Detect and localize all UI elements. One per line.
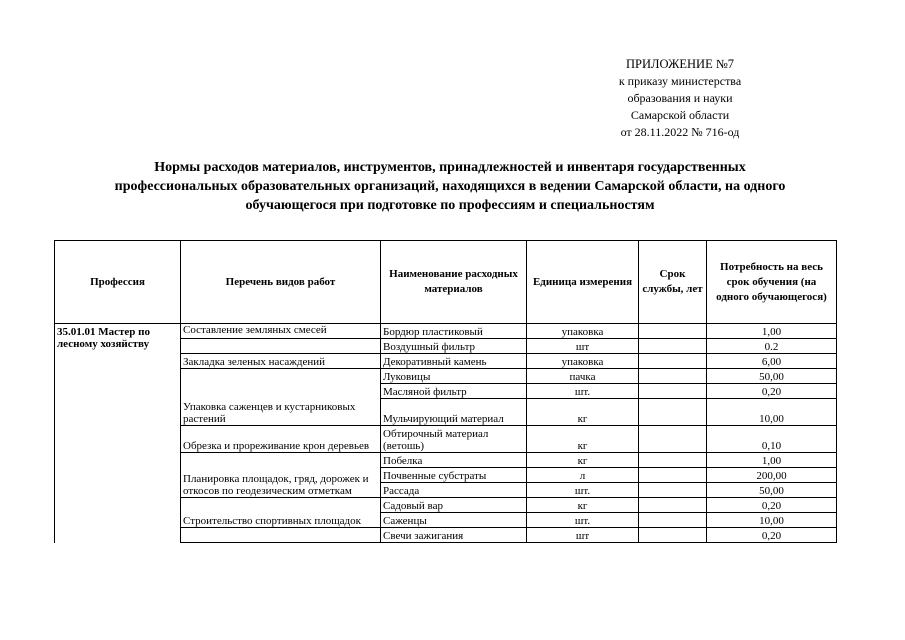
- work-cell-empty: [181, 528, 381, 543]
- unit-cell: кг: [527, 399, 639, 426]
- material-cell: Почвенные субстраты: [381, 468, 527, 483]
- term-cell: [639, 384, 707, 399]
- appendix-line-2: образования и науки: [627, 91, 733, 105]
- term-cell: [639, 498, 707, 513]
- work-cell: Планировка площадок, гряд, дорожек и откосов по геодезическим отметкам: [181, 453, 381, 498]
- appendix-line-1: к приказу министерства: [618, 74, 742, 88]
- material-cell: Мульчирующий материал: [381, 399, 527, 426]
- need-cell: 50,00: [707, 369, 837, 384]
- term-cell: [639, 468, 707, 483]
- unit-cell: кг: [527, 426, 639, 453]
- term-cell: [639, 453, 707, 468]
- table-header-row: [55, 241, 837, 324]
- appendix-line-3: Самарской области: [630, 108, 730, 122]
- document-title-line-2: профессиональных образовательных организаций, находящихся в ведении Самарской области, на одного: [114, 179, 786, 194]
- document-title: [60, 158, 840, 215]
- work-cell: Обрезка и прореживание крон деревьев: [181, 426, 381, 453]
- header-need: Потребность на весь срок обучения (на одного обучающегося): [707, 241, 837, 324]
- material-cell: Обтирочный материал (ветошь): [381, 426, 527, 453]
- material-cell: Воздушный фильтр: [381, 339, 527, 354]
- material-cell: Свечи зажигания: [381, 528, 527, 543]
- document-title-line-3: обучающегося при подготовке по профессиям и специальностям: [245, 198, 655, 213]
- work-cell: Закладка зеленых насаждений: [181, 354, 381, 369]
- material-cell: Декоративный камень: [381, 354, 527, 369]
- appendix-line-4: от 28.11.2022 № 716-од: [620, 125, 740, 139]
- material-cell: Побелка: [381, 453, 527, 468]
- unit-cell: кг: [527, 453, 639, 468]
- work-cell: Строительство спортивных площадок: [181, 498, 381, 528]
- need-cell: 0.2: [707, 339, 837, 354]
- term-cell: [639, 339, 707, 354]
- work-cell: Составление земляных смесей: [181, 324, 381, 339]
- need-cell: 0,20: [707, 498, 837, 513]
- need-cell: 1,00: [707, 324, 837, 339]
- material-cell: Масляной фильтр: [381, 384, 527, 399]
- term-cell: [639, 528, 707, 543]
- need-cell: 10,00: [707, 399, 837, 426]
- document-title-line-1: Нормы расходов материалов, инструментов, принадлежностей и инвентаря государственных: [154, 160, 746, 175]
- header-work: Перечень видов работ: [181, 241, 381, 324]
- term-cell: [639, 354, 707, 369]
- material-cell: Садовый вар: [381, 498, 527, 513]
- unit-cell: упаковка: [527, 324, 639, 339]
- header-profession: Профессия: [55, 241, 181, 324]
- work-cell-empty: [181, 339, 381, 354]
- unit-cell: л: [527, 468, 639, 483]
- material-cell: Луковицы: [381, 369, 527, 384]
- unit-cell: упаковка: [527, 354, 639, 369]
- unit-cell: кг: [527, 498, 639, 513]
- norms-table: [54, 240, 837, 543]
- need-cell: 200,00: [707, 468, 837, 483]
- header-material: Наименование расходных материалов: [381, 241, 527, 324]
- need-cell: 6,00: [707, 354, 837, 369]
- material-cell: Рассада: [381, 483, 527, 498]
- need-cell: 0,10: [707, 426, 837, 453]
- term-cell: [639, 369, 707, 384]
- need-cell: 0,20: [707, 528, 837, 543]
- appendix-header: [560, 56, 800, 141]
- material-cell: Бордюр пластиковый: [381, 324, 527, 339]
- term-cell: [639, 324, 707, 339]
- term-cell: [639, 426, 707, 453]
- unit-cell: шт.: [527, 384, 639, 399]
- profession-cell: 35.01.01 Мастер по лесному хозяйству: [55, 324, 181, 543]
- unit-cell: шт: [527, 339, 639, 354]
- header-unit: Единица измерения: [527, 241, 639, 324]
- unit-cell: шт.: [527, 513, 639, 528]
- term-cell: [639, 399, 707, 426]
- need-cell: 10,00: [707, 513, 837, 528]
- appendix-title: ПРИЛОЖЕНИЕ №7: [625, 57, 735, 71]
- need-cell: 0,20: [707, 384, 837, 399]
- need-cell: 50,00: [707, 483, 837, 498]
- need-cell: 1,00: [707, 453, 837, 468]
- material-cell: Саженцы: [381, 513, 527, 528]
- term-cell: [639, 513, 707, 528]
- unit-cell: шт.: [527, 483, 639, 498]
- unit-cell: шт: [527, 528, 639, 543]
- header-term: Срок службы, лет: [639, 241, 707, 324]
- term-cell: [639, 483, 707, 498]
- work-cell: Упаковка саженцев и кустарниковых растений: [181, 369, 381, 426]
- table-row: [55, 324, 837, 339]
- unit-cell: пачка: [527, 369, 639, 384]
